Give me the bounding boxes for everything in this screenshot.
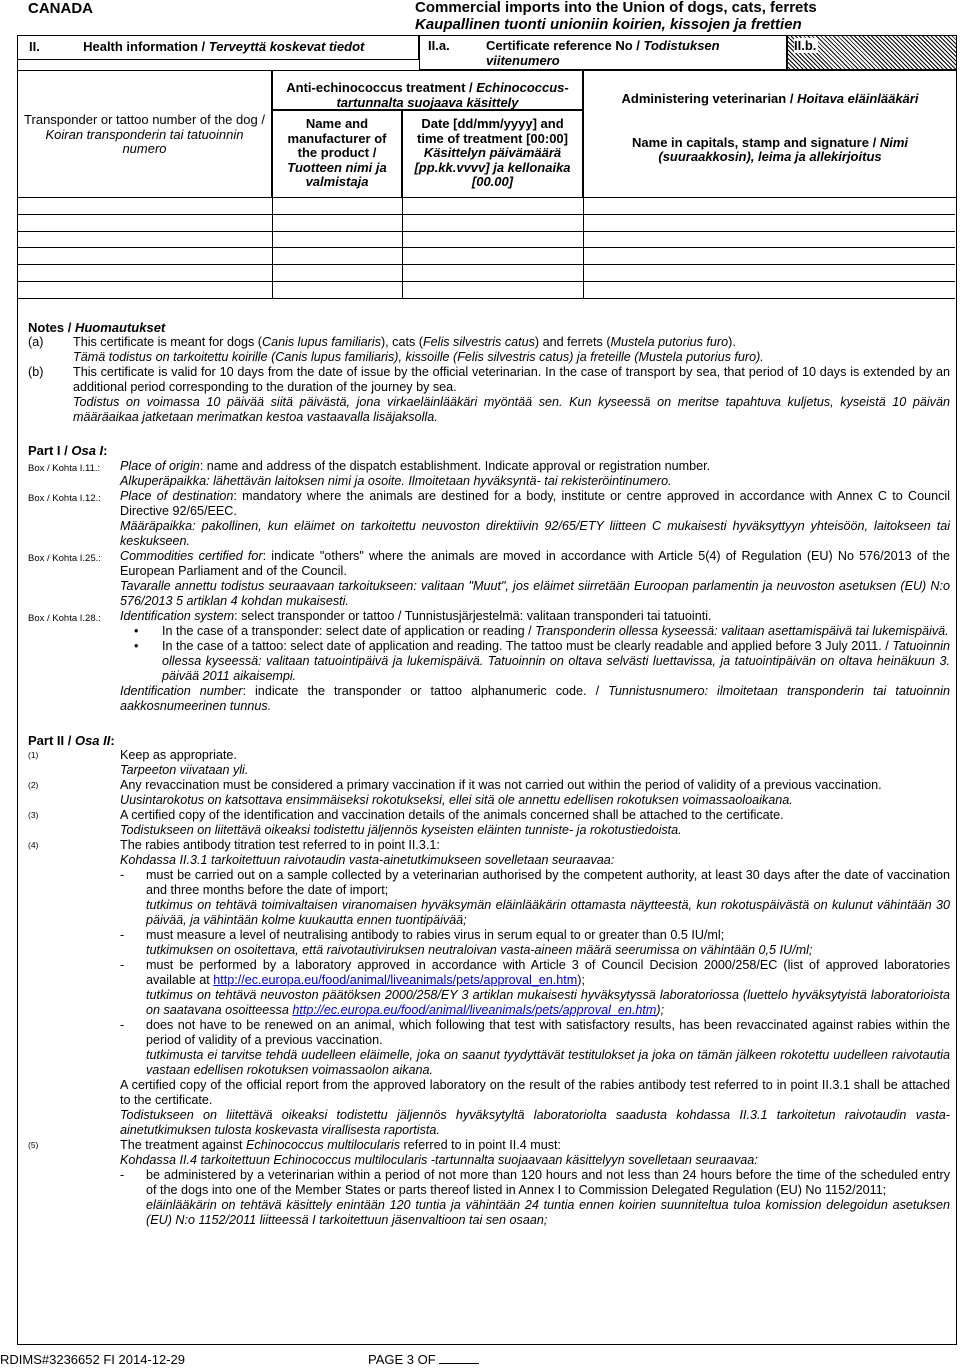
table-row-line — [17, 264, 955, 265]
veterinarian-header: Administering veterinarian / Hoitava eläinlääkäri Name in capitals, stamp and signature / Nimi (suuraakkosin), leima ja allekirjoitus — [583, 70, 957, 198]
treatment-group-header: Anti-echinococcus treatment / Echinococcus-tartunnalta suojaava käsittely — [272, 70, 583, 110]
document-title-fi: Kaupallinen tuonti unioniin koirien, kissojen ja frettien — [415, 16, 802, 33]
table-row-line — [17, 214, 955, 215]
ref-number: II.a. — [428, 38, 450, 53]
section-ii-cell — [17, 35, 419, 60]
section-iib-label: II.b. — [794, 38, 817, 53]
part-ii-heading: Part II / Osa II: — [28, 733, 115, 748]
certificate-reference-cell — [419, 35, 787, 70]
box-i12: Box / Kohta I.12.: Place of destination: mandatory where the animals are destined for a body, institute or centre approved in accordance with Annex C to Council Directive 92/65/EEC. Määräpaikka: pakollinen, kun eläimet on tarkoitettu neuvoston direktiivin 92/65/ETY liitteen C mukaisesti hyväksyttyyn yhteisöön, laitokseen tai keskukseen. — [28, 489, 950, 548]
country-title: CANADA — [28, 0, 93, 17]
part-i-heading: Part I / Osa I: — [28, 443, 108, 458]
ref-label: Certificate reference No / — [486, 38, 644, 53]
section-number: II. — [29, 39, 40, 54]
footnote-4: (4) The rabies antibody titration test referred to in point II.3.1: Kohdassa II.3.1 tarkoitettuun raivotaudin vasta-ainetutkimukseen sovelletaan seuraavaa: - must be carried out on a sample collected by a veterinarian authorised by the competent authority, at least 30 days after the date of vaccination and three months before the date of import; tutkimus on tehtävä toimivaltaisen viranomaisen hyväksymän eläinlääkärin ottamasta näytteestä, kun rokotuspäivästä on kulunut vähintään 30 päivää, ja vähintään kolme kuukautta ennen tuontipäivää; - must measure a level of neutralising antibody to rabies virus in serum equal to or greater than 0.5 IU/ml; tutkimuksen on osoitettava, että raivotautiviruksen neutraloivan vasta-aineen määrä seerumissa on vähintään 0,5 IU/ml; - must be performed by a laboratory approved in accordance with Article 3 of Council Decision 2000/258/EC (list of approved laboratories available at http://ec.europa.eu/food/animal/liveanimals/pets/approval_en.htm); tutkimus on tehtävä neuvoston päätöksen 2000/258/EY 3 artiklan mukaisesti hyväksytyssä laboratoriossa (luettelo hyväksytyistä laboratorioista on saatavana osoitteessa http://ec.europa.eu/food/animal/liveanimals/pets/approval_en.htm); - does not have to be renewed on an animal, which following that test with satisfactory results, has been revaccinated against rabies within the period of validity of a previous vaccination. tutkimusta ei tarvitse tehdä uudelleen eläimelle, joka on saanut tyydyttävät testitulokset ja joka on tämän jälkeen rokotettu uudelleen raivotautia vastaan edellisen rokotuksen voimassaolon aikana. A certified copy of the official report from the approved laboratory on the result of the rabies antibody test referred to in point II.3.1 shall be attached to the certificate. Todistukseen on liitettävä oikeaksi todistettu jäljennös hyväksytyltä laboratoriolta saadusta kohdassa II.3.1 tarkoitetun raivotaudin vasta-ainetutkimuksen tulosta koskevasta virallisesta raportista. — [28, 838, 950, 1137]
footnote-3: (3) A certified copy of the identification and vaccination details of the animals concerned shall be attached to the certificate. Todistukseen on liitettävä oikeaksi todistettu jäljennös kyseisten eläinten tunniste- ja rokotustiedoista. — [28, 808, 784, 837]
box-i28: Box / Kohta I.28.: Identification system: select transponder or tattoo / Tunnistusjärjestelmä: valitaan transponderi tai tatuointi. • In the case of a transponder: select date of application or reading / Transponderin ollessa kyseessä: valitaan asettamispäivä tai lukemispäivä. • In the case of a tattoo: select date of application and reading. The tattoo must be clearly readable and applied before 3 July 2011. / Tatuoinnin ollessa kyseessä: valitaan tatuointipäivä ja lukemispäivä. Tatuoinnin on oltava selvästi luettavissa, ja tatuointipäivän on oltava heinäkuun 3. päivää 2011 aikaisempi. Identification number: indicate the transponder or tattoo alphanumeric code. / Tunnistusnumero: ilmoitetaan transponderin tai tatuoinnin aakkosnumeerinen tunnus. — [28, 609, 950, 713]
ref-label-fi: Todistuksen viitenumero — [486, 38, 720, 68]
section-label: Health information / — [83, 39, 209, 54]
footer-doc-id: RDIMS#3236652 FI 2014-12-29 — [0, 1352, 186, 1367]
table-col-divider — [402, 198, 403, 298]
table-row-line — [17, 247, 955, 248]
section-label-fi: Terveyttä koskevat tiedot — [208, 39, 365, 54]
footnote-1: (1) Keep as appropriate. Tarpeeton viivataan yli. — [28, 748, 249, 777]
page-total-blank — [439, 1363, 479, 1364]
table-row-line — [17, 281, 955, 282]
box-i25: Box / Kohta I.25.: Commodities certified for: indicate "others" where the animals are moved in accordance with Article 5(4) of Regulation (EU) No 576/2013 of the European Parliament and of the Council. Tavaralle annettu todistus seuraavaan tarkoitukseen: valitaan "Muut", jos eläimet siirretään Euroopan parlamentin ja neuvoston asetuksen (EU) N:o 576/2013 5 artiklan 4 kohdan mukaisesti. — [28, 549, 950, 608]
approval-list-link[interactable]: http://ec.europa.eu/food/animal/liveanimals/pets/approval_en.htm — [213, 973, 578, 987]
table-col-divider — [583, 198, 584, 298]
notes-section: Notes / Huomautukset (a) This certificate is meant for dogs (Canis lupus familiaris), cats (Felis silvestris catus) and ferrets (Mustela putorius furo). Tämä todistus on tarkoitettu koirille (Canis lupus familiaris), kissoille (Felis silvestris catus) ja freteille (Mustela putorius furo). (b) This certificate is valid for 10 days from the date of issue by the official veterinarian. In the case of transport by sea, that period of 10 days is extended by an additional period corresponding to the duration of the journey by sea. Todistus on voimassa 10 päivää siitä päivästä, jona virkaeläinlääkäri myöntää sen. Kun kyseessä on meritse tapahtuva kuljetus, kyseistä 10 päivän määräaikaa jatketaan merimatkan kestoa vastaavalla lisäjaksolla. Part I / Osa I: Box / Kohta I.11.: Place of origin: name and address of the dispatch establishment. Indicate approval or registration number. Alkuperäpaikka: lähettävän laitoksen nimi ja osoite. Ilmoitetaan hyväksyntä- tai rekisteröintinumero. Box / Kohta I.12.: Place of destination: mandatory where the animals are destined for a body, institute or centre approved in accordance with Annex C to Council Directive 92/65/EEC. Määräpaikka: pakollinen, kun eläimet on tarkoitettu neuvoston direktiivin 92/65/ETY liitteen C mukaisesti hyväksyttyyn yhteisöön, laitokseen tai keskukseen. Box / Kohta I.25.: Commodities certified for: indicate "others" where the animals are moved in accordance with Article 5(4) of Regulation (EU) No 576/2013 of the European Parliament and of the Council. Tavaralle annettu todistus seuraavaan tarkoitukseen: valitaan "Muut", jos eläimet siirretään Euroopan parlamentin ja neuvoston asetuksen (EU) N:o 576/2013 5 artiklan 4 kohdan mukaisesti. Box / Kohta I.28.: Identification system: select transponder or tattoo / Tunnistusjärjestelmä: valitaan transponderi tai tatuointi. • In the case of a transponder: select date of application or reading / Transponderin ollessa kyseessä: valitaan asettamispäivä tai lukemispäivä. • In the case of a tattoo: select date of application and reading. The tattoo must be clearly readable and applied before 3 July 2011. / Tatuoinnin ollessa kyseessä: valitaan tatuointipäivä ja lukemispäivä. Tatuoinnin on oltava selvästi luettavissa, ja tatuointipäivän on oltava heinäkuun 3. päivää 2011 aikaisempi. Identification number: indicate the transponder or tattoo alphanumeric code. / Tunnistusnumero: ilmoitetaan transponderin tai tatuoinnin aakkosnumeerinen tunnus. Part II / Osa II: (1) Keep as appropriate. Tarpeeton viivataan yli. (2) Any revaccination must be considered a primary vaccination if it was not carried out within the period of validity of a previous vaccination. Uusintarokotus on katsottava ensimmäiseksi rokotukseksi, ellei sitä ole annettu edellisen rokotuksen voimassaoloaikana. (3) A certified copy of the identification and vaccination details of the animals concerned shall be attached to the certificate. Todistukseen on liitettävä oikeaksi todistettu jäljennös kyseisten eläinten tunniste- ja rokotustiedoista. (4) The rabies antibody titration test referred to in point II.3.1: Kohdassa II.3.1 tarkoitettuun raivotaudin vasta-ainetutkimukseen sovelletaan seuraavaa: - must be carried out on a sample collected by a veterinarian authorised by the competent authority, at least 30 days after the date of vaccination and three months before the date of import; tutkimus on tehtävä toimivaltaisen viranomaisen hyväksymän eläinlääkärin ottamasta näytteestä, kun rokotuspäivästä on kulunut vähintään 30 päivää, ja vähintään kolme kuukautta ennen tuontipäivää; - must measure a level of neutralising antibody to rabies virus in serum equal to or greater than 0.5 IU/ml; tutkimuksen on osoitettava, että raivotautiviruksen neutraloivan vasta-aineen määrä seerumissa on vähintään 0,5 IU/ml; - must be performed by a laboratory approved in accordance with Article 3 of Council Decision 2000/258/EC (list of approved laboratories available at http://ec.europa.eu/food/animal/liveanimals/pets/approval_en.htm); tutkimus on tehtävä neuvoston päätöksen 2000/258/EY 3 artiklan mukaisesti hyväksytyssä laboratoriossa (luettelo hyväksytyistä laboratorioista on saatavana osoitteessa http://ec.europa.eu/food/animal/liveanimals/pets/approval_en.htm); - does not have to be renewed on an animal, which following that test with satisfactory results, has been revaccinated against rabies within the period of validity of a previous vaccination. tutkimusta ei tarvitse tehdä uudelleen eläimelle, joka on saanut tyydyttävät testitulokset ja joka on tämän jälkeen rokotettu uudelleen raivotautia vastaan edellisen rokotuksen voimassaolon aikana. A certified copy of the official report from the approved laboratory on the result of the rabies antibody test referred to in point II.3.1 shall be attached to the certificate. Todistukseen on liitettävä oikeaksi todistettu jäljennös hyväksytyltä laboratoriolta saadusta kohdassa II.3.1 tarkoitetun raivotaudin vasta-ainetutkimuksen tulosta koskevasta virallisesta raportista. (5) The treatment against Echinococcus multilocularis referred to in point II.4 must: Kohdassa II.4 tarkoitettuun Echinococcus multilocularis -tartunnalta suojaavaan käsittelyyn sovelletaan seuraavaa: - be administered by a veterinarian within a period of not more than 120 hours and not less than 24 hours before the time of the scheduled entry of the dogs into one of the Member States or parts thereof listed in Annex I to Commission Delegated Regulation (EU) No 1152/2011; eläinlääkärin on tehtävä käsittely enintään 120 tuntia ja vähintään 24 tuntia ennen koirien suunniteltua tuloa komission delegoidun asetuksen (EU) N:o 1152/2011 liitteessä I tarkoitettuun jäsenvaltioon tai sen osaan; — [28, 320, 950, 1227]
product-header: Name and manufacturer of the product / Tuotteen nimi ja valmistaja — [272, 110, 402, 198]
treatment-date-header: Date [dd/mm/yyyy] and time of treatment [00:00] Käsittelyn päivämäärä [pp.kk.vvvv] ja kellonaika [00.00] — [402, 110, 583, 198]
box-i11: Box / Kohta I.11.: Place of origin: name and address of the dispatch establishment. Indicate approval or registration number. Alkuperäpaikka: lähettävän laitoksen nimi ja osoite. Ilmoitetaan hyväksyntä- tai rekisteröintinumero. — [28, 459, 711, 488]
transponder-header: Transponder or tattoo number of the dog / Koiran transponderin tai tatuoinnin numero — [17, 70, 272, 198]
document-title: Commercial imports into the Union of dogs, cats, ferrets — [415, 0, 817, 16]
approval-list-link-fi[interactable]: http://ec.europa.eu/food/animal/liveanimals/pets/approval_en.htm — [292, 1003, 657, 1017]
note-a: (a) This certificate is meant for dogs (Canis lupus familiaris), cats (Felis silvestris catus) and ferrets (Mustela putorius furo). Tämä todistus on tarkoitettu koirille (Canis lupus familiaris), kissoille (Felis silvestris catus) ja freteille (Mustela putorius furo). — [28, 335, 764, 364]
section-iib-cell — [787, 35, 957, 70]
table-row-line — [17, 298, 955, 299]
footnote-5: (5) The treatment against Echinococcus multilocularis referred to in point II.4 must: Kohdassa II.4 tarkoitettuun Echinococcus multilocularis -tartunnalta suojaavaan käsittelyyn sovelletaan seuraavaa: - be administered by a veterinarian within a period of not more than 120 hours and not less than 24 hours before the time of the scheduled entry of the dogs into one of the Member States or parts thereof listed in Annex I to Commission Delegated Regulation (EU) No 1152/2011; eläinlääkärin on tehtävä käsittely enintään 120 tuntia ja vähintään 24 tuntia ennen koirien suunniteltua tuloa komission delegoidun asetuksen (EU) N:o 1152/2011 liitteessä I tarkoitettuun jäsenvaltioon tai sen osaan; — [28, 1138, 950, 1227]
note-b: (b) This certificate is valid for 10 days from the date of issue by the official veterinarian. In the case of transport by sea, that period of 10 days is extended by an additional period corresponding to the duration of the journey by sea. Todistus on voimassa 10 päivää siitä päivästä, jona virkaeläinlääkäri myöntää sen. Kun kyseessä on meritse tapahtuva kuljetus, kyseistä 10 päivän määräaikaa jatketaan merimatkan kestoa vastaavalla lisäjaksolla. — [28, 365, 950, 424]
footnote-2: (2) Any revaccination must be considered a primary vaccination if it was not carried out within the period of validity of a previous vaccination. Uusintarokotus on katsottava ensimmäiseksi rokotukseksi, ellei sitä ole annettu edellisen rokotuksen voimassaoloaikana. — [28, 778, 882, 807]
table-col-divider — [272, 198, 273, 298]
footer-page: PAGE 3 OF — [368, 1352, 479, 1367]
table-row-line — [17, 231, 955, 232]
